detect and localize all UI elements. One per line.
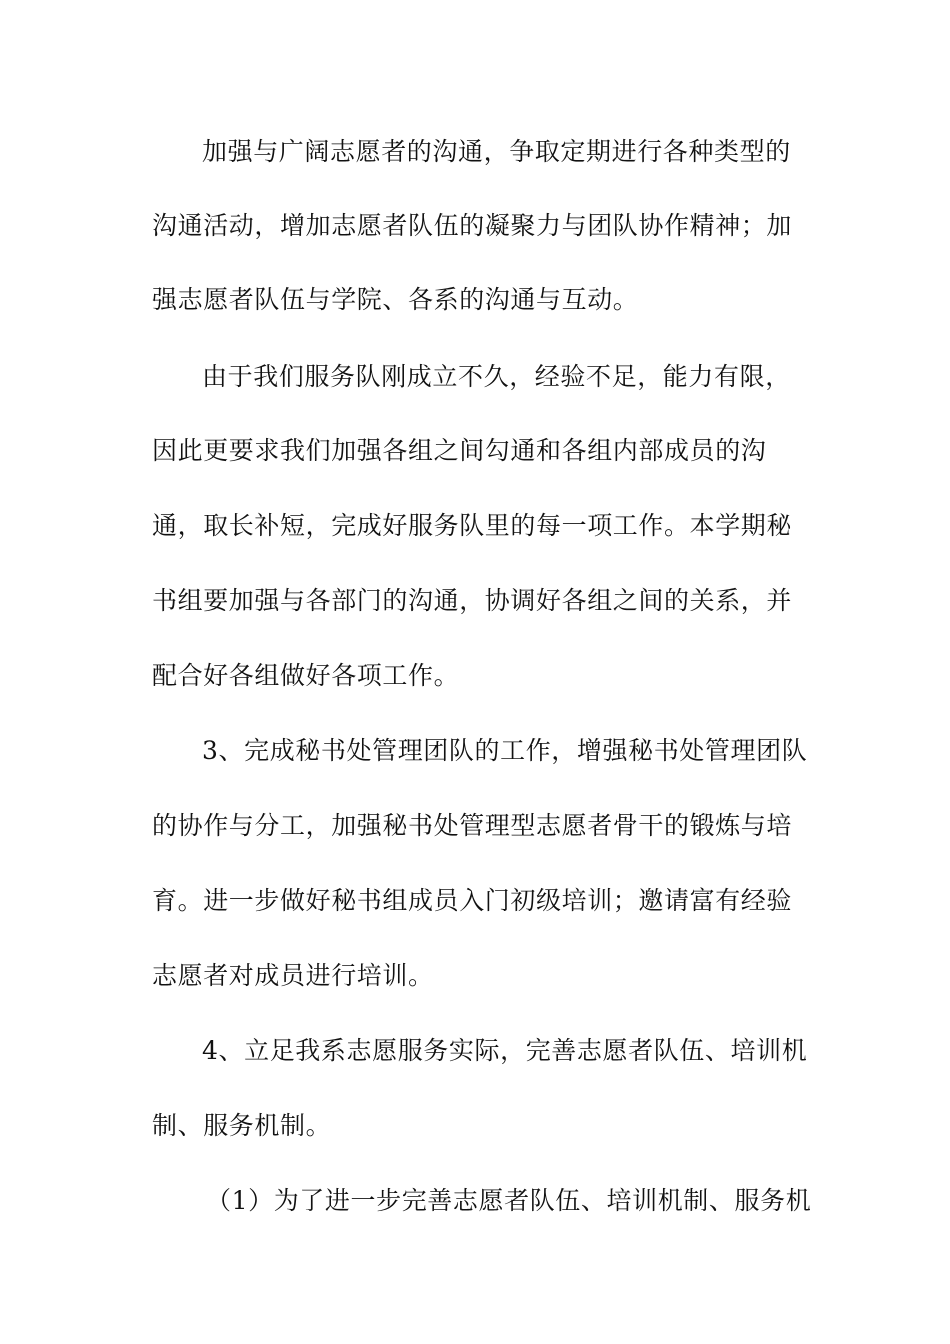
paragraph-line: 育。进一步做好秘书组成员入门初级培训；邀请富有经验 xyxy=(152,886,793,915)
paragraph-line: 由于我们服务队刚成立不久，经验不足，能力有限， xyxy=(202,362,791,391)
paragraph-line: 沟通活动，增加志愿者队伍的凝聚力与团队协作精神；加 xyxy=(152,211,793,240)
paragraph-line: （1）为了进一步完善志愿者队伍、培训机制、服务机 xyxy=(206,1186,812,1215)
paragraph-line: 通，取长补短，完成好服务队里的每一项工作。本学期秘 xyxy=(152,511,793,540)
paragraph-line: 3、完成秘书处管理团队的工作，增强秘书处管理团队 xyxy=(202,736,808,765)
paragraph-line: 强志愿者队伍与学院、各系的沟通与互动。 xyxy=(152,285,639,314)
paragraph-line: 4、立足我系志愿服务实际，完善志愿者队伍、培训机 xyxy=(202,1036,808,1065)
paragraph-line: 配合好各组做好各项工作。 xyxy=(152,661,460,690)
paragraph-line: 书组要加强与各部门的沟通，协调好各组之间的关系，并 xyxy=(152,586,793,615)
paragraph-line: 加强与广阔志愿者的沟通，争取定期进行各种类型的 xyxy=(202,137,791,166)
paragraph-line: 的协作与分工，加强秘书处管理型志愿者骨干的锻炼与培 xyxy=(152,811,793,840)
paragraph-line: 因此更要求我们加强各组之间勾通和各组内部成员的沟 xyxy=(152,436,767,465)
paragraph-line: 志愿者对成员进行培训。 xyxy=(152,961,434,990)
paragraph-line: 制、服务机制。 xyxy=(152,1111,332,1140)
